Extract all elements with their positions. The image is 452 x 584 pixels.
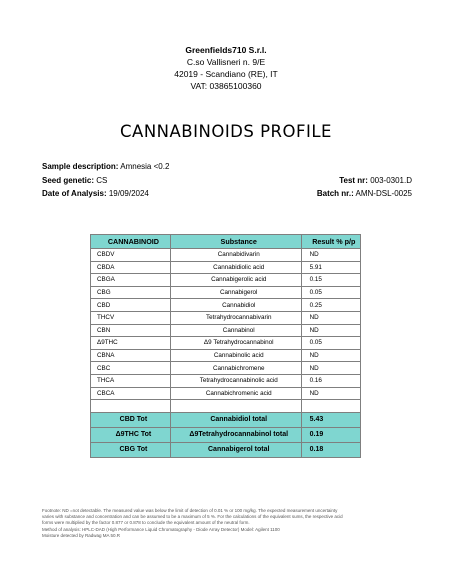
company-address-line1: C.so Vallisneri n. 9/E [186,57,266,67]
cell-result: ND [301,349,360,362]
cell-result: 0.16 [301,374,360,387]
column-header-result: Result % p/p [301,235,360,249]
info-row-seed [42,174,412,188]
cell-code: CBG [91,286,171,299]
table-row [91,249,361,262]
cell-substance: Cannabichromenic acid [170,387,301,400]
cell-substance: Tetrahydrocannabivarin [170,311,301,324]
batch-value: AMN-DSL-0025 [355,189,412,198]
cell-code: CBCA [91,387,171,400]
table-row [91,387,361,400]
cell-result: ND [301,387,360,400]
footnote-line: forms were multiplied by the factor 0.877 or 0.878 to conclude the equivalent amount of the neutral form. [42,520,250,526]
info-row-sample [42,160,412,174]
column-header-cannabinoid: CANNABINOID [91,235,171,249]
cell-code: CBDV [91,249,171,262]
footnote-line: varies with substance and concentration and can be assumed to be a maximum of 5 %. For the calculations of the equivalent sums, the respective acid [42,514,343,520]
date-value: 19/09/2024 [108,189,149,198]
cell-result: 0.05 [301,286,360,299]
cell-code: THCV [91,311,171,324]
table-row [91,324,361,337]
cell-total-code: CBG Tot [91,442,171,457]
table-row [91,261,361,274]
cell-result: ND [301,311,360,324]
sample-label: Sample description: [42,162,119,171]
cell-substance: Cannabinolic acid [170,349,301,362]
total-row [91,412,361,427]
company-name: Greenfields710 S.r.l. [185,45,267,55]
info-row-date [42,187,412,201]
sample-value: Amnesia <0.2 [120,162,170,171]
cell-code: Δ9THC [91,337,171,350]
table-row [91,274,361,287]
footnote-line: Moisture detected by Radwag MA 50.R [42,532,121,538]
cell-result: ND [301,249,360,262]
footnote [42,508,414,539]
cell-total-result: 0.19 [301,427,360,442]
cell-substance: Cannabinol [170,324,301,337]
table-row [91,311,361,324]
cell-code: CBN [91,324,171,337]
cell-substance: Tetrahydrocannabinolic acid [170,374,301,387]
company-vat: VAT: 03865100360 [190,81,262,91]
cannabinoid-table [90,234,361,458]
cell-substance: Cannabigerolic acid [170,274,301,287]
cell-result: 0.15 [301,274,360,287]
footnote-line: Method of analysis: HPLC-DAD (High Performance Liquid Chromatography - Diode Array Detector) Model: Agilent 1100 [42,526,280,532]
total-row [91,427,361,442]
date-label: Date of Analysis: [42,189,107,198]
table-row [91,299,361,312]
seed-label: Seed genetic: [42,175,95,185]
table-header-row [91,235,361,249]
test-value: 003-0301.D [370,175,412,185]
footnote-line: Footnote: ND =not detectable. The measured value was below the limit of detection of 0.01 % or 100 mg/kg. The expected measurement uncertainty [42,508,338,513]
cell-result: ND [301,362,360,375]
batch-label: Batch nr.: [316,189,354,198]
cell-total-code: CBD Tot [91,412,171,427]
cell-code: CBNA [91,349,171,362]
cell-code: CBGA [91,274,171,287]
cell-substance: Δ9 Tetrahydrocannabinol [170,337,301,350]
cell-result: ND [301,324,360,337]
table-row [91,362,361,375]
company-address-line2: 42019 - Scandiano (RE), IT [174,69,278,79]
cell-total-code: Δ9THC Tot [91,427,171,442]
cell-total-substance: Cannabigerol total [170,442,301,457]
cell-total-substance: Δ9Tetrahydrocannabinol total [170,427,301,442]
company-header [0,44,452,92]
total-row [91,442,361,457]
sample-info [42,160,412,201]
cell-total-result: 0.18 [301,442,360,457]
seed-value: CS [96,175,108,185]
cell-code: CBD [91,299,171,312]
cell-substance: Cannabidivarin [170,249,301,262]
cell-code: CBDA [91,261,171,274]
cell-total-result: 5.43 [301,412,360,427]
cell-substance: Cannabidiol [170,299,301,312]
table-row [91,374,361,387]
cell-result: 5.91 [301,261,360,274]
cell-code: CBC [91,362,171,375]
column-header-substance: Substance [170,235,301,249]
cell-substance: Cannabidiolic acid [170,261,301,274]
spacer-row [91,400,361,413]
test-label: Test nr: [339,175,368,185]
cell-result: 0.05 [301,337,360,350]
cell-substance: Cannabichromene [170,362,301,375]
cell-substance: Cannabigerol [170,286,301,299]
table-row [91,286,361,299]
cell-code: THCA [91,374,171,387]
table-row [91,337,361,350]
cell-result: 0.25 [301,299,360,312]
table-row [91,349,361,362]
document-title: CANNABINOIDS PROFILE [120,122,332,141]
cell-total-substance: Cannabidiol total [170,412,301,427]
